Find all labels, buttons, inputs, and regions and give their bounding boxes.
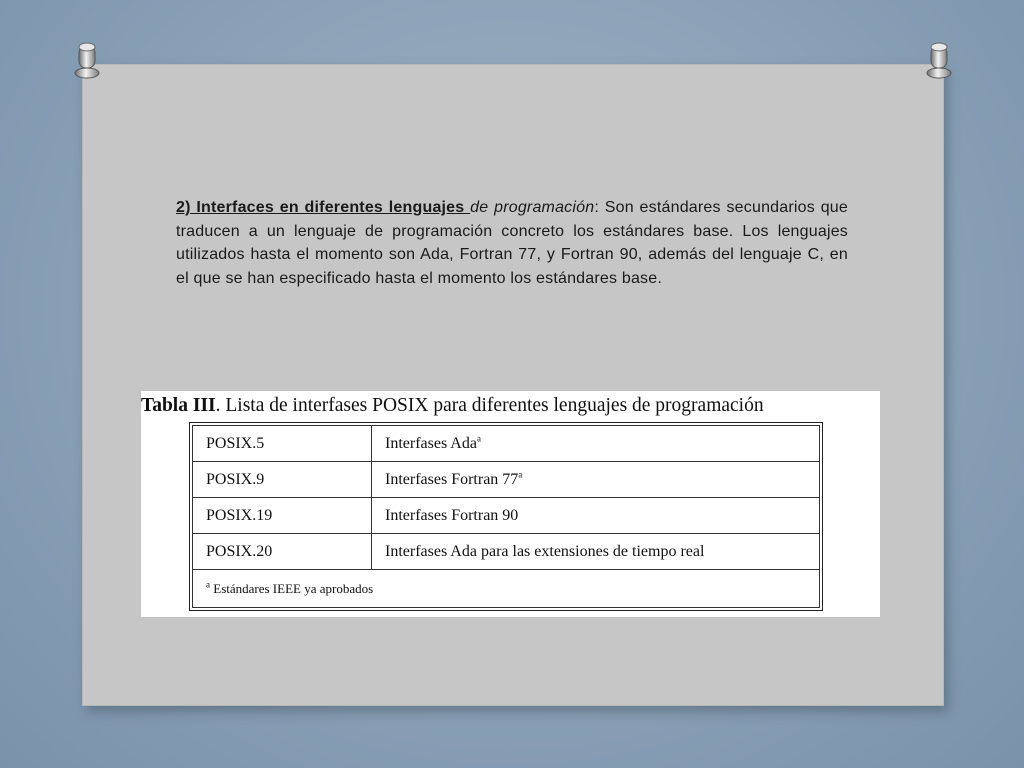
standard-cell: POSIX.5 <box>193 426 372 462</box>
table-row <box>193 498 820 534</box>
description-text: Interfases Fortran 77 <box>385 470 519 488</box>
paragraph-italic: de programación <box>470 199 595 216</box>
standard-cell: POSIX.20 <box>193 534 372 570</box>
table-caption <box>141 395 764 417</box>
footnote-ref: a <box>476 433 481 444</box>
table-footnote-row <box>193 570 820 608</box>
footnote-text: Estándares IEEE ya aprobados <box>213 580 374 596</box>
description-cell <box>372 426 820 462</box>
description-cell <box>372 534 820 570</box>
posix-table <box>192 425 820 608</box>
paragraph-lead: 2) Interfaces en diferentes lenguajes <box>176 199 471 216</box>
caption-lead: Tabla III <box>141 395 216 416</box>
caption-rest: . Lista de interfases POSIX para diferentes lenguajes de programación <box>215 395 764 416</box>
standard-cell: POSIX.19 <box>193 498 372 534</box>
posix-table-figure <box>141 391 880 617</box>
table-row <box>193 534 820 570</box>
pushpin-icon <box>70 40 104 84</box>
description-cell <box>372 462 820 498</box>
body-paragraph <box>176 196 848 290</box>
paragraph-rest: : Son estándares secundarios que traducen a un lenguaje de programación concreto los estándares base. Los lenguajes utilizados hasta el momento son Ada, Fortran 77, y Fortran 90, además del lenguaje C, en el que se han especificado hasta el momento los estándares base. <box>176 199 848 287</box>
footnote-marker: a <box>206 579 210 590</box>
pushpin-icon <box>922 40 956 84</box>
standard-cell: POSIX.9 <box>193 462 372 498</box>
description-cell <box>372 498 820 534</box>
description-text: Interfases Ada para las extensiones de tiempo real <box>385 542 705 560</box>
footnote-ref: a <box>518 469 523 480</box>
description-text: Interfases Ada <box>385 434 477 452</box>
description-text: Interfases Fortran 90 <box>385 506 519 524</box>
table-row <box>193 426 820 462</box>
table-row <box>193 462 820 498</box>
table-footnote <box>193 570 820 608</box>
